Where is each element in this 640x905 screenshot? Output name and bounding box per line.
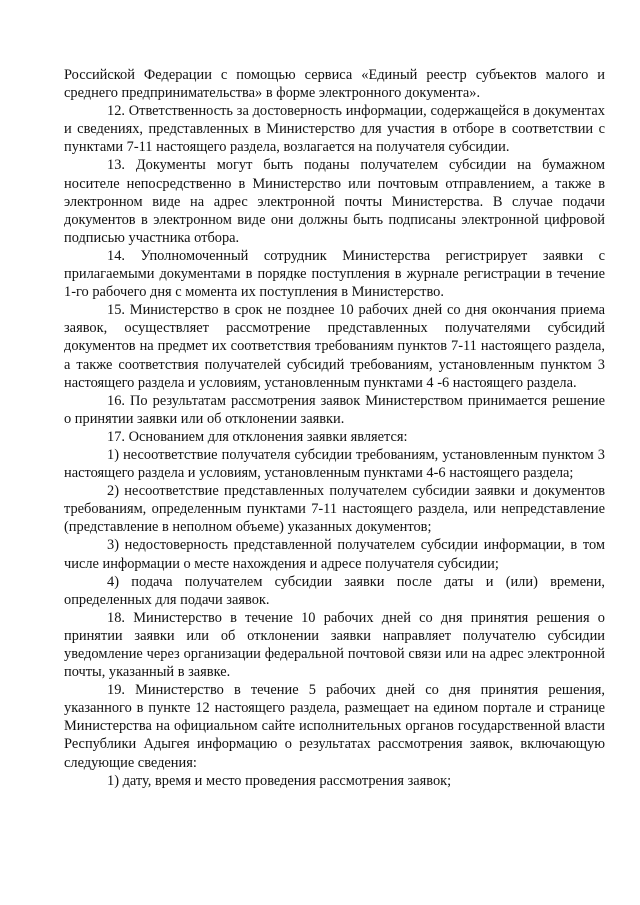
- paragraph-item-12: 12. Ответственность за достоверность информации, содержащейся в документах и сведениях, представленных в Министерство для участия в отборе в соответствии с пунктами 7-11 настоящего раздела, возлагается на получателя субсидии.: [64, 103, 605, 156]
- paragraph-item-19: 19. Министерство в течение 5 рабочих дней со дня принятия решения, указанного в пункте 12 настоящего раздела, размещает на едином портале и странице Министерства на официальном сайте исполнительных органов государственной власти Республики Адыгея информацию о результатах рассмотрения заявок, включающую следующие сведения:: [64, 682, 605, 771]
- paragraph-item-14: 14. Уполномоченный сотрудник Министерства регистрирует заявки с прилагаемыми документами в порядке поступления в журнале регистрации в течение 1-го рабочего дня с момента их поступления в Министерство.: [64, 247, 605, 301]
- subitem-17-3: 3) недостоверность представленной получателем субсидии информации, в том числе информации о месте нахождения и адресе получателя субсидии;: [64, 537, 605, 572]
- paragraph-item-18: 18. Министерство в течение 10 рабочих дней со дня принятия решения о принятии заявки или об отклонении заявки направляет получателю субсидии уведомление через организации федеральной почтовой связи или на адрес электронной почты, указанный в заявке.: [64, 609, 605, 681]
- paragraph-item-17: 17. Основанием для отклонения заявки является:: [107, 428, 408, 445]
- paragraph-item-13: 13. Документы могут быть поданы получателем субсидии на бумажном носителе непосредственно в Министерство или почтовым отправлением, а также в электронном виде на адрес электронной почты Министерства. В случае подачи документов в электронном виде они должны быть подписаны электронной цифровой подписью участника отбора.: [64, 157, 605, 246]
- subitem-17-1: 1) несоответствие получателя субсидии требованиям, установленным пунктом 3 настоящего раздела и условиям, установленным пунктами 4-6 настоящего раздела;: [64, 446, 605, 482]
- subitem-19-1: 1) дату, время и место проведения рассмотрения заявок;: [107, 772, 452, 789]
- subitem-17-4: 4) подача получателем субсидии заявки после даты и (или) времени, определенных для подачи заявок.: [64, 573, 605, 608]
- paragraph-item-16: 16. По результатам рассмотрения заявок Министерством принимается решение о принятии заявки или об отклонении заявки.: [64, 392, 605, 427]
- subitem-17-2: 2) несоответствие представленных получателем субсидии заявки и документов требованиям, определенным пунктами 7-11 настоящего раздела, или непредставление (представление в неполном объеме) указанных документов;: [64, 483, 605, 536]
- paragraph-item-15: 15. Министерство в срок не позднее 10 рабочих дней со дня окончания приема заявок, осуществляет рассмотрение представленных получателями субсидий документов на предмет их соответствия требованиям пунктов 7-11 настоящего раздела, а также соответствия получателей субсидий требованиям, установленным пунктом 3 настоящего раздела и условиям, установленным пунктами 4 -6 настоящего раздела.: [64, 302, 605, 391]
- document-page: [64, 66, 605, 790]
- paragraph-continuation: Российской Федерации с помощью сервиса «Единый реестр субъектов малого и среднего предпринимательства» в форме электронного документа».: [64, 67, 605, 102]
